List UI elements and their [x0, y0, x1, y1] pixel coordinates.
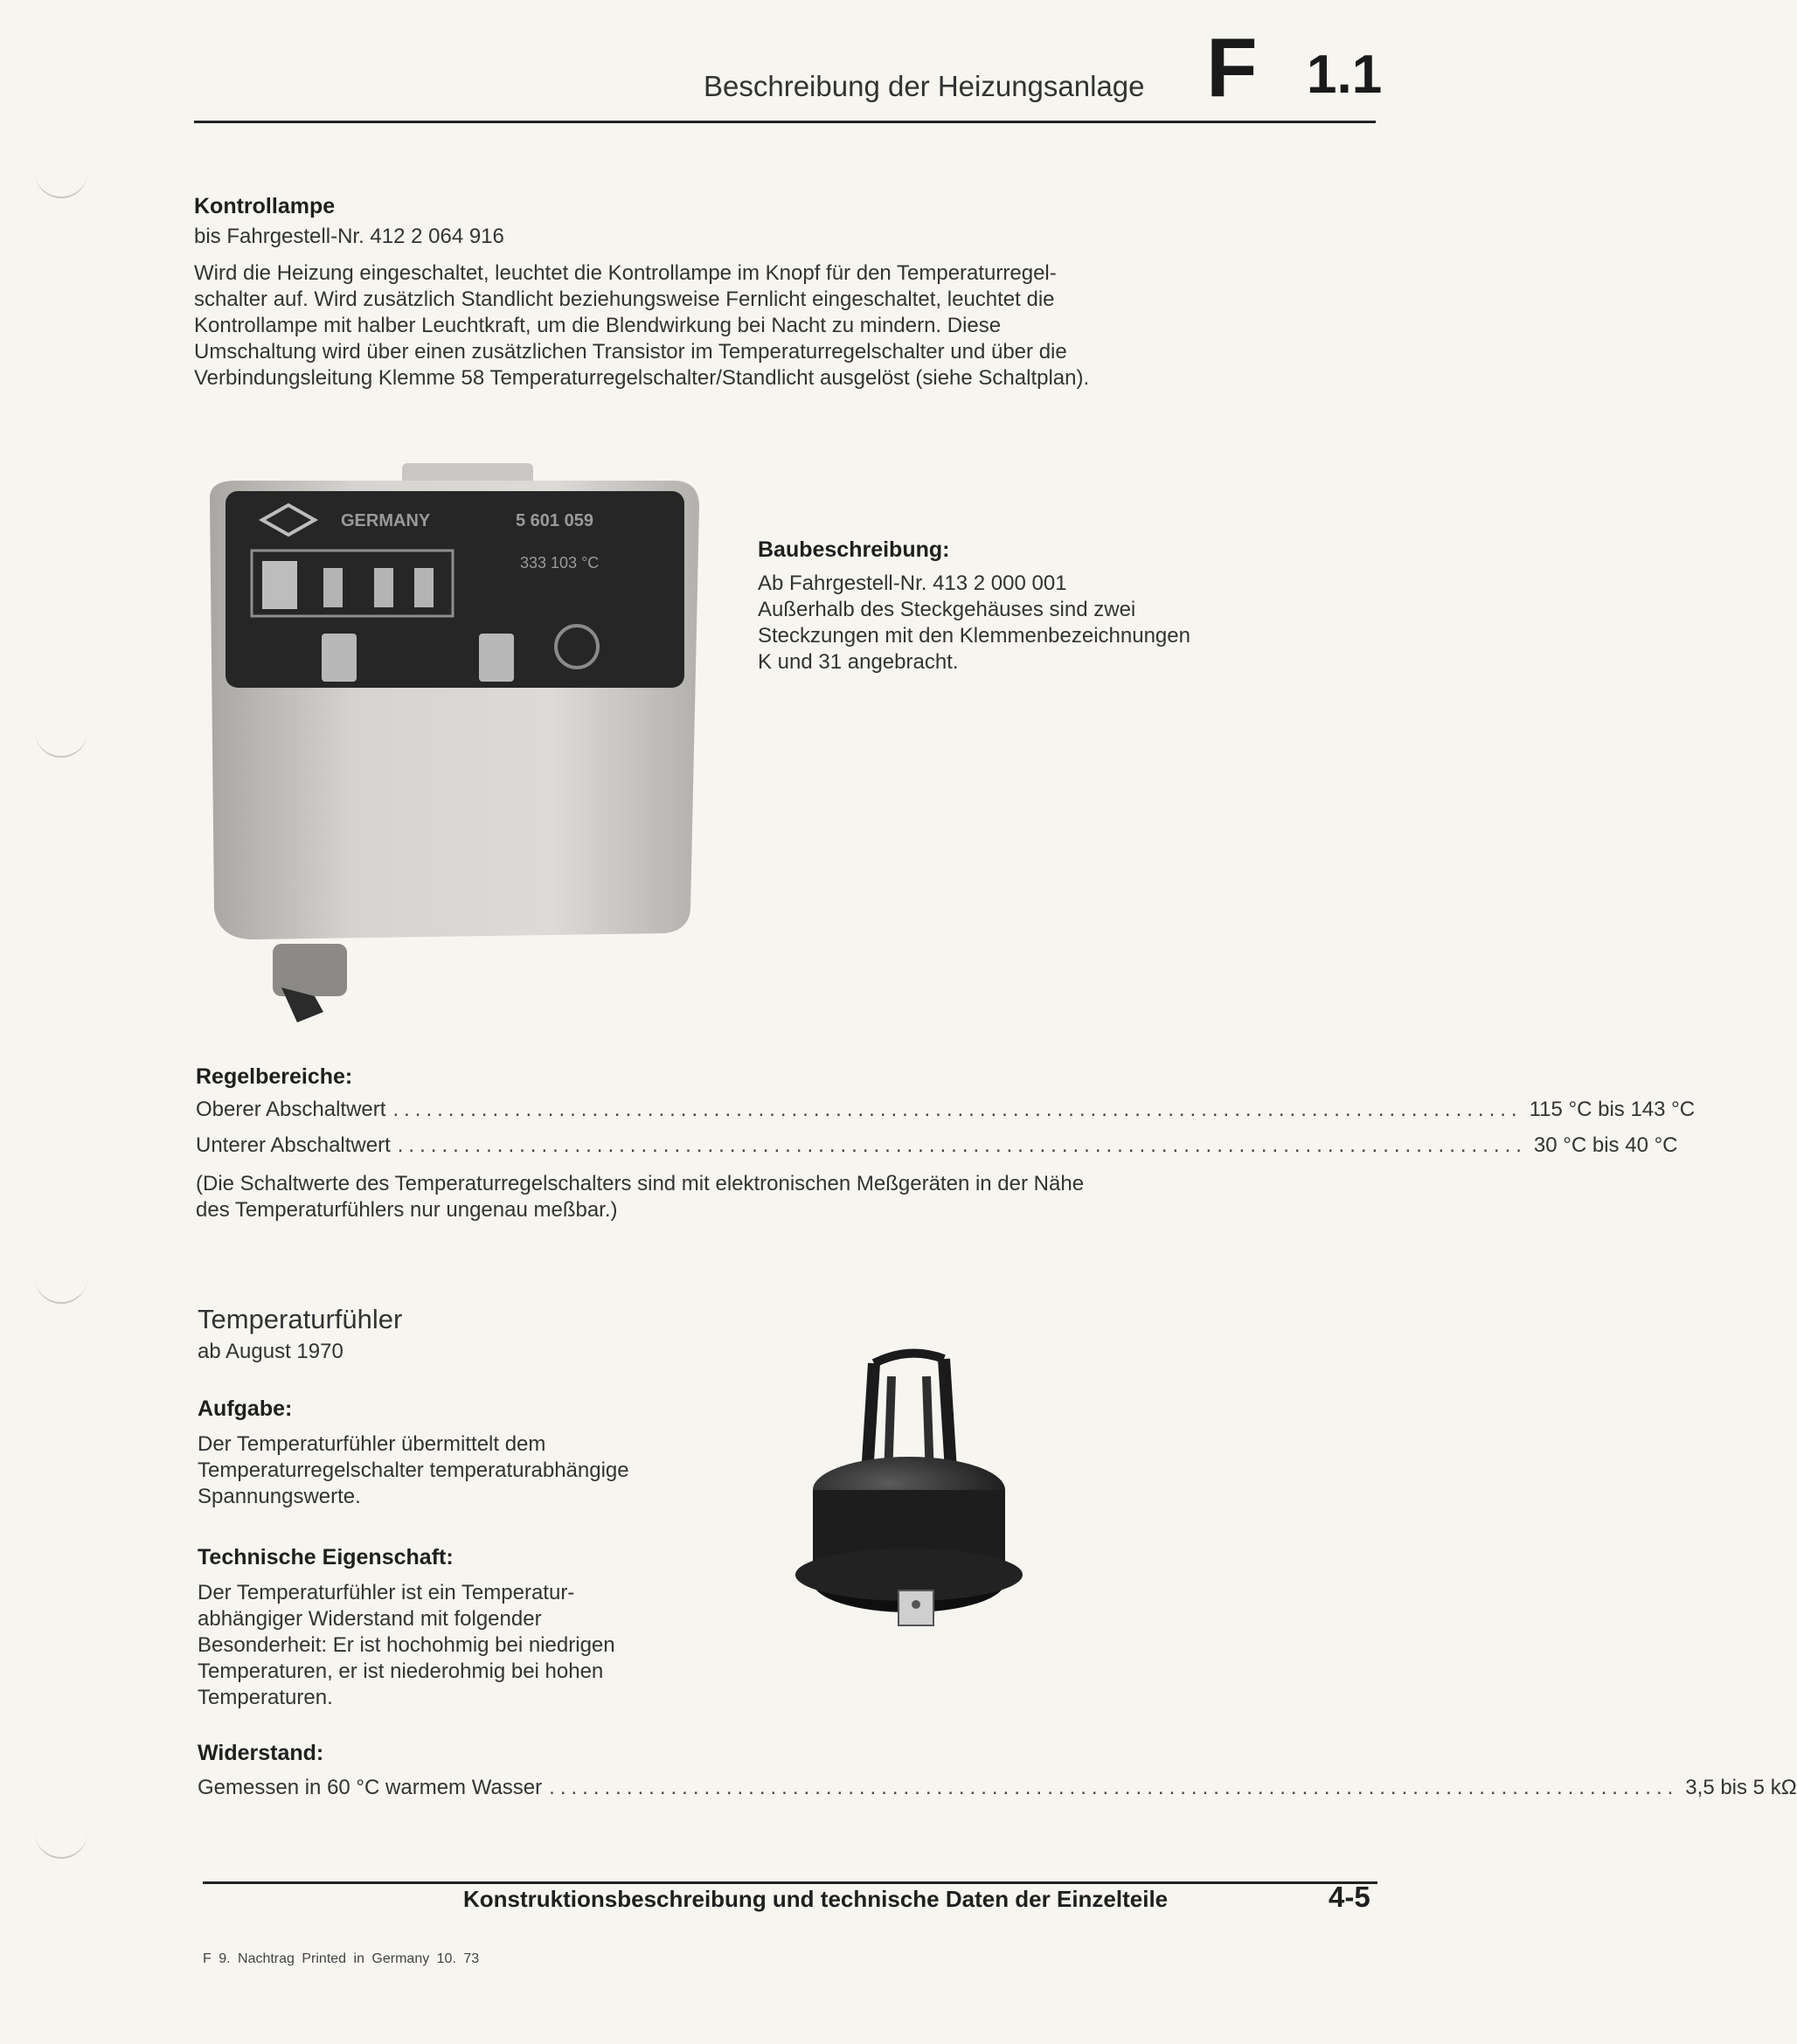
row-value: 115 °C bis 143 °C [1529, 1098, 1696, 1121]
paragraph-line: Spannungswerte. [198, 1485, 361, 1508]
temperature-switch-photo [201, 463, 725, 1022]
technische-eigenschaft-text [198, 1580, 615, 1711]
widerstand-row [198, 1776, 1797, 1800]
dot-leader: ...................................................................................................... [392, 1098, 1523, 1121]
binder-hole-4 [35, 1831, 87, 1859]
paragraph-line: abhängiger Widerstand mit folgender [198, 1607, 542, 1631]
paragraph-line: (Die Schaltwerte des Temperaturregelschalters sind mit elektronischen Meßgeräten in der Nähe [196, 1172, 1085, 1195]
paragraph-line: Der Temperaturfühler ist ein Temperatur- [198, 1581, 575, 1604]
section-number: 1.1 [1307, 45, 1383, 105]
dot-leader: ...................................................................................................... [549, 1776, 1679, 1799]
imprint: F 9. Nachtrag Printed in Germany 10. 73 [203, 1951, 480, 1966]
footer-title: Konstruktionsbeschreibung und technische Daten der Einzelteile [463, 1886, 1169, 1912]
aufgabe-text [198, 1431, 629, 1510]
paragraph-line: des Temperaturfühlers nur ungenau meßbar.) [196, 1198, 618, 1222]
temperaturfuehler-subtitle: ab August 1970 [198, 1340, 343, 1363]
paragraph-line: Ab Fahrgestell-Nr. 413 2 000 001 [758, 572, 1067, 595]
paragraph-line: Temperaturen, er ist niederohmig bei hohen [198, 1659, 604, 1683]
kontrollampe-subheading: bis Fahrgestell-Nr. 412 2 064 916 [194, 225, 504, 248]
header-rule [194, 121, 1376, 123]
temperature-sensor-photo [813, 1337, 1093, 1652]
binder-hole-2 [35, 730, 87, 758]
temperaturfuehler-title: Temperaturfühler [198, 1304, 403, 1334]
page-number: 4-5 [1329, 1881, 1370, 1913]
aufgabe-heading: Aufgabe: [198, 1396, 293, 1421]
paragraph-line: Wird die Heizung eingeschaltet, leuchtet die Kontrollampe im Knopf für den Temperaturregel- [194, 261, 1057, 285]
footer-rule [203, 1881, 1377, 1884]
binder-hole-3 [35, 1276, 87, 1304]
technische-eigenschaft-heading: Technische Eigenschaft: [198, 1545, 454, 1569]
regelbereiche-heading: Regelbereiche: [196, 1064, 353, 1089]
page-header-title: Beschreibung der Heizungsanlage [704, 70, 1145, 102]
label-germany: GERMANY [341, 511, 431, 530]
widerstand-heading: Widerstand: [198, 1741, 324, 1765]
paragraph-line: Verbindungsleitung Klemme 58 Temperaturregelschalter/Standlicht ausgelöst (siehe Schaltplan). [194, 366, 1090, 390]
regelbereich-row-oberer [196, 1098, 1696, 1122]
row-value: 3,5 bis 5 kΩ [1685, 1776, 1797, 1799]
paragraph-line: Temperaturregelschalter temperaturabhängige [198, 1459, 629, 1482]
baubeschreibung-heading: Baubeschreibung: [758, 537, 950, 562]
kontrollampe-paragraph [194, 260, 1243, 391]
binder-hole-1 [35, 170, 87, 198]
row-label: Gemessen in 60 °C warmem Wasser [198, 1776, 543, 1799]
paragraph-line: Besonderheit: Er ist hochohmig bei niedrigen [198, 1633, 615, 1657]
regelbereich-row-unterer [196, 1133, 1678, 1158]
paragraph-line: Umschaltung wird über einen zusätzlichen Transistor im Temperaturregelschalter und über die [194, 340, 1067, 364]
row-label: Unterer Abschaltwert [196, 1133, 391, 1157]
kontrollampe-heading: Kontrollampe [194, 194, 336, 218]
paragraph-line: Steckzungen mit den Klemmenbezeichnungen [758, 624, 1190, 648]
label-part-number: 5 601 059 [516, 511, 593, 530]
row-label: Oberer Abschaltwert [196, 1098, 386, 1121]
baubeschreibung-text [758, 571, 1190, 676]
paragraph-line: Der Temperaturfühler übermittelt dem [198, 1432, 546, 1456]
section-letter: F [1206, 21, 1258, 114]
regelbereiche-note [196, 1171, 1245, 1223]
paragraph-line: Außerhalb des Steckgehäuses sind zwei [758, 598, 1136, 621]
dot-leader: ...................................................................................................... [397, 1133, 1527, 1157]
paragraph-line: schalter auf. Wird zusätzlich Standlicht beziehungsweise Fernlicht eingeschaltet, leuchtet die [194, 288, 1055, 311]
label-temperature: 333 103 °C [520, 554, 600, 572]
paragraph-line: Temperaturen. [198, 1686, 333, 1709]
paragraph-line: K und 31 angebracht. [758, 650, 959, 674]
paragraph-line: Kontrollampe mit halber Leuchtkraft, um die Blendwirkung bei Nacht zu mindern. Diese [194, 314, 1002, 337]
row-value: 30 °C bis 40 °C [1533, 1133, 1678, 1157]
